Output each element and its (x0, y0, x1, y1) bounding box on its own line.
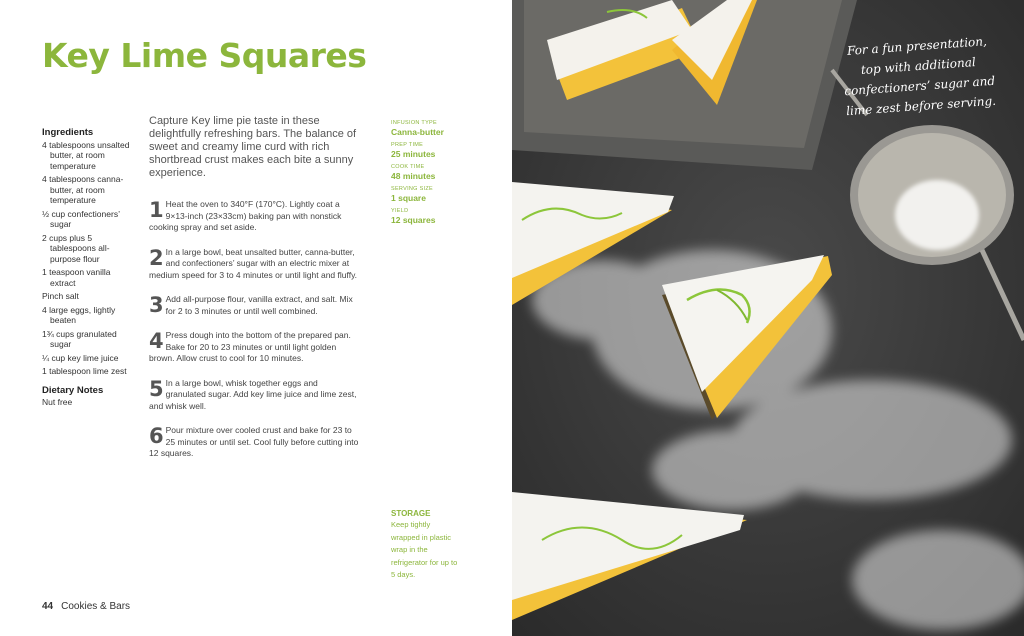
step-number: 3 (149, 293, 164, 317)
step-text: Heat the oven to 340°F (170°C). Lightly coat a 9×13-inch (23×33cm) baking pan with nonstick cooking spray and set aside. (149, 199, 342, 232)
step-text: Press dough into the bottom of the prepared pan. Bake for 20 to 23 minutes or until light golden brown. Allow crust to cool for 10 minutes. (149, 330, 351, 363)
step-number: 6 (149, 424, 164, 448)
ingredient-item: 2 cups plus 5 tablespoons all-purpose flour (42, 232, 110, 264)
recipe-title: Key Lime Squares (42, 36, 367, 75)
step-number: 4 (149, 329, 164, 353)
step-number: 2 (149, 245, 164, 270)
ingredient-item: ½ cup confectioners’ sugar (42, 208, 120, 229)
step-text: Add all-purpose flour, vanilla extract, and salt. Mix for 2 to 3 minutes or until well combined. (165, 294, 353, 316)
section-name: Cookies & Bars (61, 601, 131, 612)
ingredient-item: 4 large eggs, lightly beaten (42, 304, 116, 325)
meta-value: 12 squares (391, 215, 436, 225)
step-text: Pour mixture over cooled crust and bake for 23 to 25 minutes or until set. Cool fully before cutting into 12 squares. (149, 425, 359, 458)
meta-value: 1 square (391, 193, 426, 203)
page-number: 44 (42, 601, 54, 612)
page-footer (42, 601, 130, 612)
ingredients-column (42, 128, 138, 411)
meta-label: COOK TIME (391, 164, 425, 170)
meta-value: 25 minutes (391, 149, 436, 159)
storage-note (391, 508, 461, 582)
step-number: 5 (149, 376, 164, 401)
method-steps (149, 199, 359, 473)
meta-value: Canna-butter (391, 127, 444, 137)
step-text: In a large bowl, whisk together eggs and granulated sugar. Add key lime juice and lime zest, and whisk well. (149, 377, 357, 411)
meta-label: SERVING SIZE (391, 186, 434, 192)
ingredient-item: 4 tablespoons unsalted butter, at room temperature (42, 139, 130, 171)
step-5 (149, 378, 359, 413)
dietary-note: Nut free (42, 397, 73, 407)
ingredient-item: Pinch salt (42, 291, 79, 301)
recipe-meta (391, 119, 491, 229)
recipe-intro: Capture Key lime pie taste in these delightfully refreshing bars. The balance of sweet and creamy lime curd with rich shortbread crust makes each bite a sunny experience. (149, 115, 357, 179)
step-number: 1 (149, 198, 164, 222)
ingredient-item: 1 tablespoon lime zest (42, 366, 127, 376)
step-6 (149, 425, 359, 460)
ingredient-item: 4 tablespoons canna-butter, at room temperature (42, 174, 124, 205)
meta-label: PREP TIME (391, 142, 424, 148)
step-2 (149, 247, 359, 282)
step-1 (149, 199, 359, 234)
meta-label: INFUSION TYPE (391, 120, 437, 126)
ingredients-heading: Ingredients (42, 127, 94, 138)
ingredient-item: ¼ cup key lime juice (42, 352, 119, 363)
step-3 (149, 294, 359, 317)
ingredient-item: 1¾ cups granulated sugar (42, 328, 117, 349)
dietary-notes-heading: Dietary Notes (42, 384, 104, 396)
step-4 (149, 330, 359, 365)
photo-page (512, 0, 1024, 636)
presentation-tip: For a fun presentation, top with additional confectioners’ sugar and lime zest before serving. (843, 34, 997, 119)
meta-label: YIELD (391, 208, 409, 214)
storage-text: Keep tightly wrapped in plastic wrap in the refrigerator for up to 5 days. (391, 520, 458, 579)
storage-heading: STORAGE (391, 509, 431, 518)
step-text: In a large bowl, beat unsalted butter, canna-butter, and confectioners’ sugar with an electric mixer at medium speed for 3 to 4 minutes or until light and fluffy. (149, 246, 358, 280)
meta-value: 48 minutes (391, 171, 436, 181)
ingredient-item: 1 teaspoon vanilla extract (42, 267, 111, 288)
